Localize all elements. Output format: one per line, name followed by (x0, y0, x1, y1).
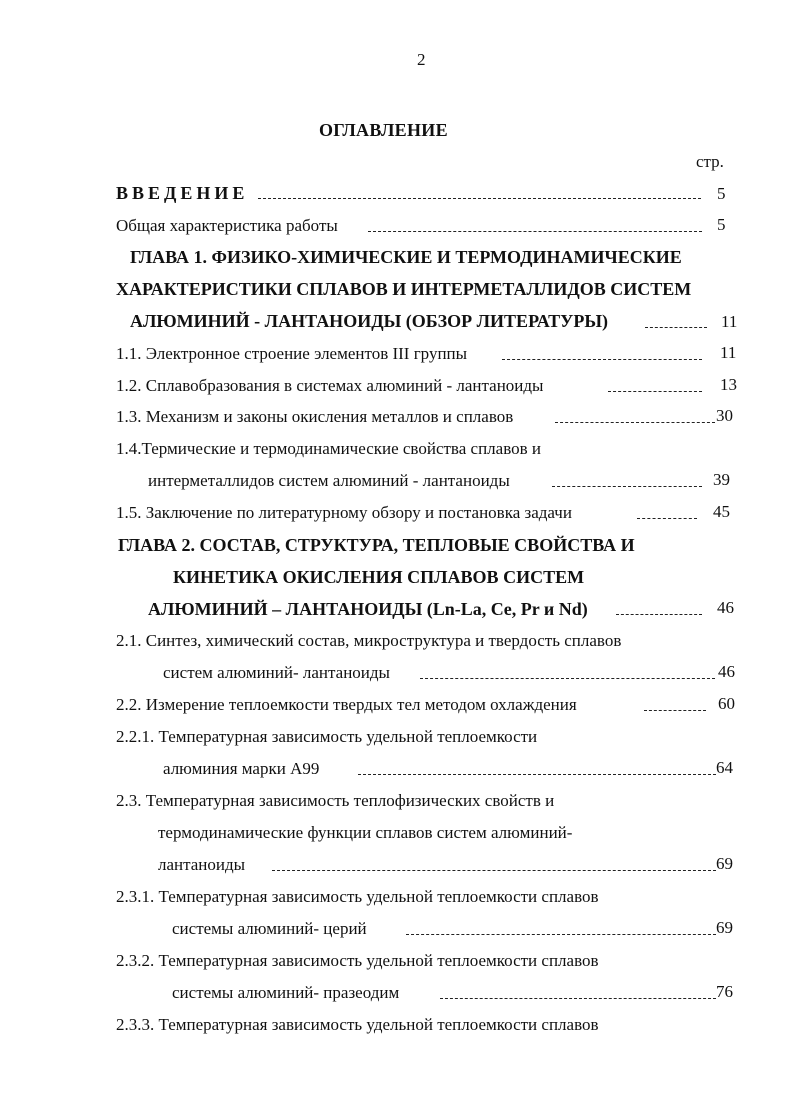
toc-chapter-2-line-3: АЛЮМИНИЙ – ЛАНТАНОИДЫ (Ln-La, Ce, Pr и Nd) (148, 599, 588, 619)
toc-leader (440, 998, 716, 999)
toc-page-number: 46 (717, 598, 734, 617)
toc-leader (555, 422, 715, 423)
page-number: 2 (417, 50, 426, 69)
toc-page-number: 30 (716, 406, 733, 425)
toc-section-1-3: 1.3. Механизм и законы окисления металлов и сплавов (116, 407, 514, 426)
toc-leader (502, 359, 702, 360)
toc-section-2-2-1-line-1: 2.2.1. Температурная зависимость удельной теплоемкости (116, 727, 538, 746)
toc-chapter-1-line-2: ХАРАКТЕРИСТИКИ СПЛАВОВ И ИНТЕРМЕТАЛЛИДОВ СИСТЕМ (116, 279, 692, 299)
toc-page-number: 39 (713, 470, 730, 489)
toc-section-1-1: 1.1. Электронное строение элементов III группы (116, 344, 468, 363)
toc-leader (406, 934, 716, 935)
toc-section-1-4-line-2: интерметаллидов систем алюминий - лантаноиды (148, 471, 510, 490)
toc-page-number: 5 (717, 184, 726, 203)
toc-section-2-2-1-line-2: алюминия марки А99 (163, 759, 320, 778)
toc-leader (420, 678, 715, 679)
toc-leader (358, 774, 716, 775)
toc-section-2-3-2-line-2: системы алюминий- празеодим (172, 983, 400, 1002)
toc-leader (368, 231, 702, 232)
toc-section-2-1-line-2: систем алюминий- лантаноиды (163, 663, 390, 682)
toc-page-number: 69 (716, 854, 733, 873)
toc-page-number: 60 (718, 694, 735, 713)
toc-section-2-3-2-line-1: 2.3.2. Температурная зависимость удельной теплоемкости сплавов (116, 951, 599, 970)
toc-page-number: 45 (713, 502, 730, 521)
toc-page-number: 64 (716, 758, 733, 777)
toc-chapter-1-line-1: ГЛАВА 1. ФИЗИКО-ХИМИЧЕСКИЕ И ТЕРМОДИНАМИЧЕСКИЕ (130, 247, 682, 267)
toc-leader (616, 614, 702, 615)
toc-section-2-3-line-1: 2.3. Температурная зависимость теплофизических свойств и (116, 791, 555, 810)
toc-leader (272, 870, 716, 871)
toc-section-2-3-3-line-1: 2.3.3. Температурная зависимость удельной теплоемкости сплавов (116, 1015, 599, 1034)
toc-chapter-1-line-3: АЛЮМИНИЙ - ЛАНТАНОИДЫ (ОБЗОР ЛИТЕРАТУРЫ) (130, 311, 609, 331)
toc-section-2-3-1-line-1: 2.3.1. Температурная зависимость удельной теплоемкости сплавов (116, 887, 599, 906)
toc-chapter-2-line-1: ГЛАВА 2. СОСТАВ, СТРУКТУРА, ТЕПЛОВЫЕ СВОЙСТВА И (118, 535, 635, 555)
toc-section-2-3-line-3: лантаноиды (158, 855, 246, 874)
toc-leader (644, 710, 706, 711)
toc-entry-introduction: ВВЕДЕНИЕ (116, 183, 249, 203)
toc-section-2-3-1-line-2: системы алюминий- церий (172, 919, 367, 938)
toc-page-number: 11 (720, 343, 737, 362)
toc-section-2-2: 2.2. Измерение теплоемкости твердых тел методом охлаждения (116, 695, 577, 714)
toc-section-1-5: 1.5. Заключение по литературному обзору и постановка задачи (116, 503, 572, 522)
toc-leader (637, 518, 697, 519)
toc-page-number: 46 (718, 662, 735, 681)
toc-entry-general: Общая характеристика работы (116, 216, 338, 235)
toc-page-number: 11 (721, 312, 738, 331)
toc-section-2-3-line-2: термодинамические функции сплавов систем алюминий- (158, 823, 573, 842)
toc-leader (645, 327, 707, 328)
toc-leader (258, 198, 701, 199)
toc-section-2-1-line-1: 2.1. Синтез, химический состав, микроструктура и твердость сплавов (116, 631, 622, 650)
toc-leader (552, 486, 702, 487)
toc-chapter-2-line-2: КИНЕТИКА ОКИСЛЕНИЯ СПЛАВОВ СИСТЕМ (173, 567, 585, 587)
page-title: ОГЛАВЛЕНИЕ (319, 120, 448, 140)
toc-leader (608, 391, 702, 392)
toc-page-number: 13 (720, 375, 737, 394)
pages-column-header: стр. (696, 152, 724, 171)
toc-page-number: 5 (717, 215, 726, 234)
toc-section-1-4-line-1: 1.4.Термические и термодинамические свойства сплавов и (116, 439, 541, 458)
toc-page-number: 76 (716, 982, 733, 1001)
toc-page-number: 69 (716, 918, 733, 937)
toc-section-1-2: 1.2. Сплавобразования в системах алюминий - лантаноиды (116, 376, 544, 395)
